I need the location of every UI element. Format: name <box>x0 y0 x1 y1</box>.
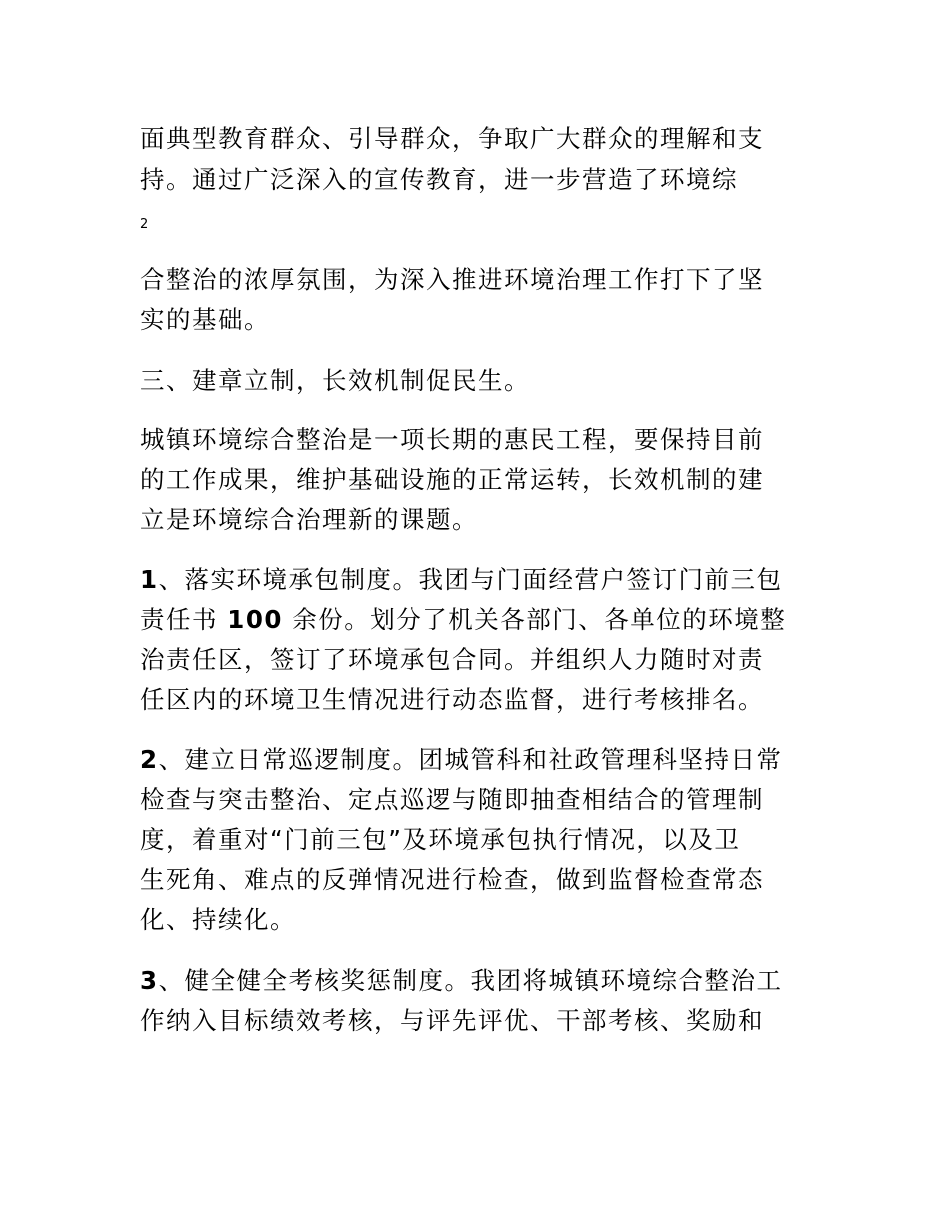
page-number: 2 <box>140 217 149 232</box>
item-2-line-1 <box>140 740 783 780</box>
item-3-line-1 <box>140 961 783 1001</box>
section-intro-line-2: 的工作成果，维护基础设施的正常运转，长效机制的建 <box>140 465 764 494</box>
item-1-line-2 <box>140 600 786 640</box>
section-intro-line-1: 城镇环境综合整治是一项长期的惠民工程，要保持目前 <box>140 425 764 454</box>
item-2-line-2: 检查与突击整治、定点巡逻与随即抽查相结合的管理制 <box>140 785 764 814</box>
section-intro-line-3: 立是环境综合治理新的课题。 <box>140 505 478 534</box>
item-3-line-2: 作纳入目标绩效考核，与评先评优、干部考核、奖励和 <box>140 1006 764 1035</box>
intro-line-2: 持。通过广泛深入的宣传教育，进一步营造了环境综 <box>140 165 738 194</box>
item-2-number: 2 <box>140 745 159 774</box>
item-1-number: 1 <box>140 565 159 594</box>
section-heading: 三、建章立制，长效机制促民生。 <box>140 366 530 395</box>
item-3-number: 3 <box>140 966 159 995</box>
item-1-line-1-text: 、落实环境承包制度。我团与门面经营户签订门前三包 <box>158 565 783 594</box>
item-1-count: 100 <box>227 605 283 634</box>
item-1-line-4: 任区内的环境卫生情况进行动态监督，进行考核排名。 <box>140 685 764 714</box>
intro-line-3: 合整治的浓厚氛围，为深入推进环境治理工作打下了坚 <box>140 265 764 294</box>
item-2-line-4: 生死角、难点的反弹情况进行检查，做到监督检查常态 <box>140 865 764 894</box>
item-1-line-3: 治责任区，签订了环境承包合同。并组织人力随时对责 <box>140 645 764 674</box>
item-1-line-2-text-b: 余份。划分了机关各部门、各单位的环境整 <box>282 605 787 634</box>
intro-line-4: 实的基础。 <box>140 305 270 334</box>
item-2-line-1-text: 、建立日常巡逻制度。团城管科和社政管理科坚持日常 <box>158 745 783 774</box>
item-3-line-1-text: 、健全健全考核奖惩制度。我团将城镇环境综合整治工 <box>158 966 783 995</box>
intro-line-1: 面典型教育群众、引导群众，争取广大群众的理解和支 <box>140 124 764 153</box>
item-1-line-1 <box>140 560 783 600</box>
item-2-line-3: 度，着重对“门前三包”及环境承包执行情况，以及卫 <box>140 825 741 854</box>
item-1-line-2-text-a: 责任书 <box>140 605 228 634</box>
item-2-line-5: 化、持续化。 <box>140 905 296 934</box>
